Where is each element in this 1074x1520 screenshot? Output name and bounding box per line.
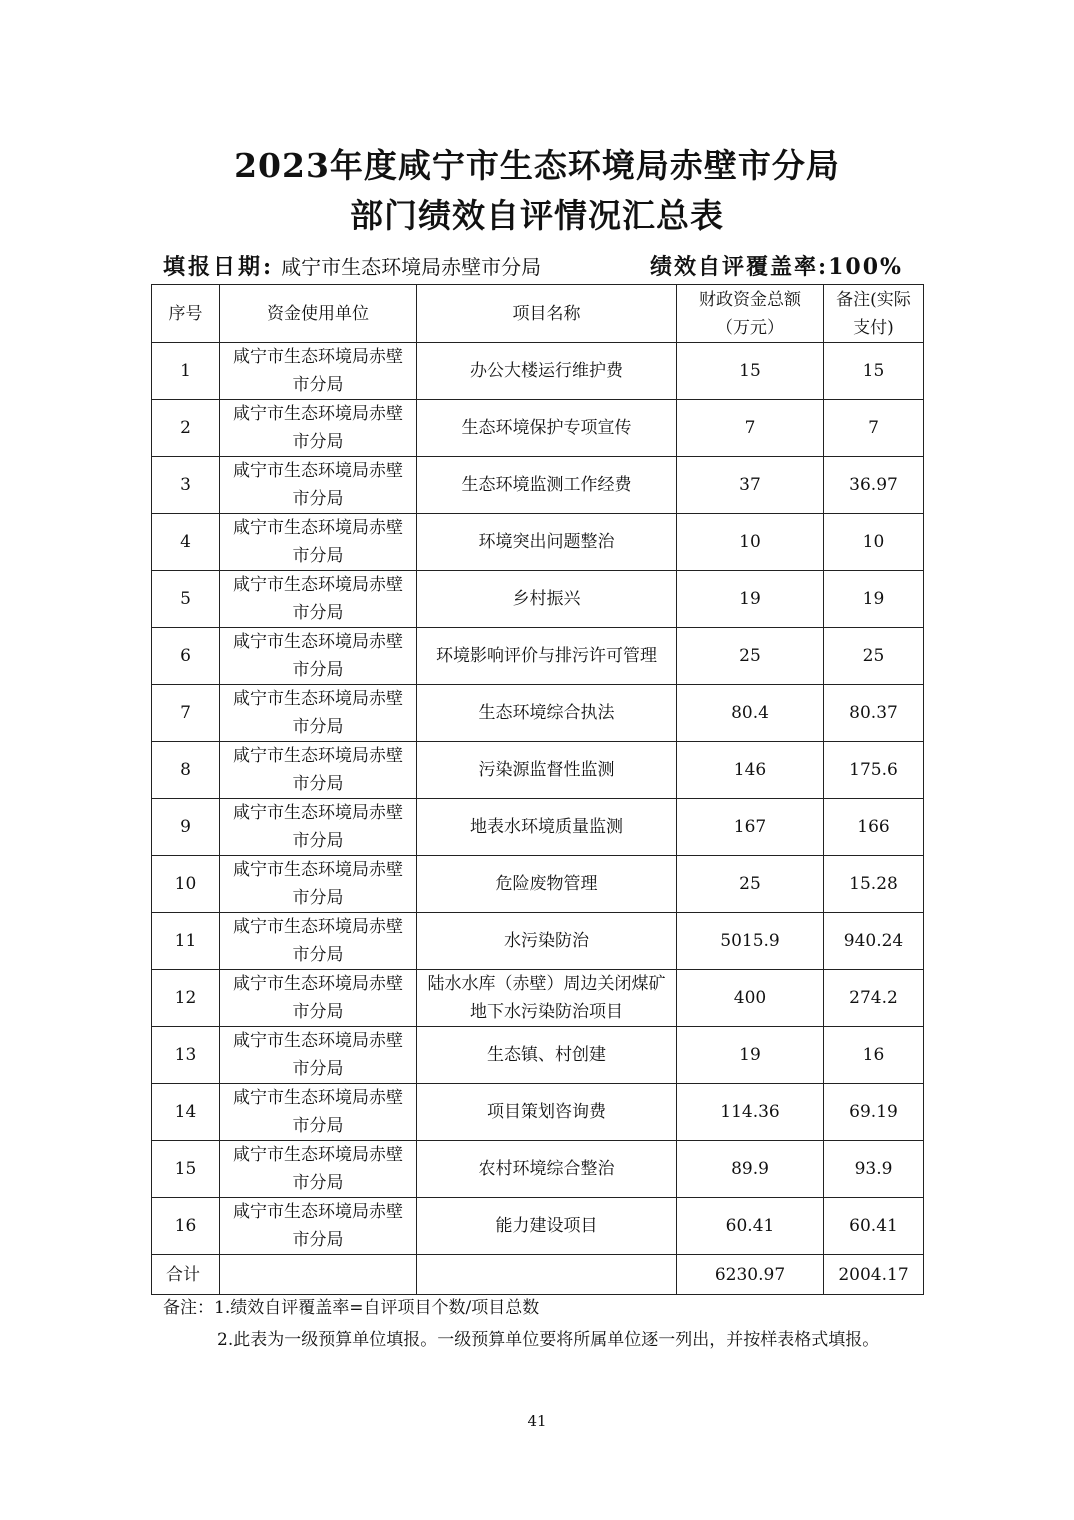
header-paid: 备注(实际支付) (824, 285, 924, 343)
cell-amount: 15 (677, 343, 824, 400)
note-1: 备注：1.绩效自评覆盖率=自评项目个数/项目总数 (163, 1298, 540, 1318)
cell-no: 10 (152, 856, 220, 913)
cell-project: 环境突出问题整治 (417, 514, 677, 571)
table-row (152, 742, 924, 799)
performance-summary-table (151, 284, 924, 1295)
table-row (152, 571, 924, 628)
cell-unit: 咸宁市生态环境局赤壁市分局 (220, 1084, 417, 1141)
cell-unit: 咸宁市生态环境局赤壁市分局 (220, 970, 417, 1027)
cell-project: 农村环境综合整治 (417, 1141, 677, 1198)
cell-no: 7 (152, 685, 220, 742)
cell-amount: 25 (677, 856, 824, 913)
table-row (152, 856, 924, 913)
cell-paid: 7 (824, 400, 924, 457)
cell-amount: 80.4 (677, 685, 824, 742)
cell-paid: 36.97 (824, 457, 924, 514)
page-number: 41 (527, 1412, 547, 1430)
table-row (152, 799, 924, 856)
cell-unit: 咸宁市生态环境局赤壁市分局 (220, 400, 417, 457)
notes (163, 1292, 923, 1356)
document-title-line2: 部门绩效自评情况汇总表 (350, 196, 724, 235)
cell-unit: 咸宁市生态环境局赤壁市分局 (220, 913, 417, 970)
cell-unit: 咸宁市生态环境局赤壁市分局 (220, 856, 417, 913)
table-row (152, 970, 924, 1027)
cell-no: 2 (152, 400, 220, 457)
cell-no: 4 (152, 514, 220, 571)
cell-no: 16 (152, 1198, 220, 1255)
cell-no: 14 (152, 1084, 220, 1141)
cell-amount: 5015.9 (677, 913, 824, 970)
table-row (152, 1084, 924, 1141)
cell-unit: 咸宁市生态环境局赤壁市分局 (220, 799, 417, 856)
table-header-row (152, 285, 924, 343)
cell-unit: 咸宁市生态环境局赤壁市分局 (220, 1027, 417, 1084)
cell-paid: 15.28 (824, 856, 924, 913)
cell-paid: 940.24 (824, 913, 924, 970)
table-row (152, 1198, 924, 1255)
total-label: 合计 (152, 1255, 220, 1295)
cell-paid: 15 (824, 343, 924, 400)
cell-project: 乡村振兴 (417, 571, 677, 628)
cell-paid: 175.6 (824, 742, 924, 799)
cell-unit: 咸宁市生态环境局赤壁市分局 (220, 1198, 417, 1255)
total-paid: 2004.17 (824, 1255, 924, 1295)
header-project: 项目名称 (417, 285, 677, 343)
cell-no: 8 (152, 742, 220, 799)
cell-paid: 69.19 (824, 1084, 924, 1141)
header-amount: 财政资金总额（万元） (677, 285, 824, 343)
cell-amount: 7 (677, 400, 824, 457)
cell-paid: 93.9 (824, 1141, 924, 1198)
cell-amount: 167 (677, 799, 824, 856)
cell-amount: 10 (677, 514, 824, 571)
document-title-line1: 2023年度咸宁市生态环境局赤壁市分局 (234, 146, 840, 185)
table-row (152, 457, 924, 514)
cell-unit: 咸宁市生态环境局赤壁市分局 (220, 628, 417, 685)
total-project (417, 1255, 677, 1295)
total-amount: 6230.97 (677, 1255, 824, 1295)
cell-amount: 19 (677, 1027, 824, 1084)
cell-paid: 60.41 (824, 1198, 924, 1255)
table-row (152, 343, 924, 400)
cell-project: 陆水水库（赤壁）周边关闭煤矿地下水污染防治项目 (417, 970, 677, 1027)
table-row (152, 1027, 924, 1084)
cell-unit: 咸宁市生态环境局赤壁市分局 (220, 343, 417, 400)
cell-paid: 166 (824, 799, 924, 856)
cell-paid: 80.37 (824, 685, 924, 742)
cell-amount: 37 (677, 457, 824, 514)
cell-unit: 咸宁市生态环境局赤壁市分局 (220, 685, 417, 742)
cell-unit: 咸宁市生态环境局赤壁市分局 (220, 457, 417, 514)
coverage-rate: 绩效自评覆盖率:100% (650, 254, 903, 280)
header-unit: 资金使用单位 (220, 285, 417, 343)
cell-no: 13 (152, 1027, 220, 1084)
cell-no: 15 (152, 1141, 220, 1198)
cell-project: 生态镇、村创建 (417, 1027, 677, 1084)
cell-no: 9 (152, 799, 220, 856)
total-row (152, 1255, 924, 1295)
fill-date-label: 填报日期: (163, 254, 275, 280)
cell-paid: 19 (824, 571, 924, 628)
cell-paid: 10 (824, 514, 924, 571)
cell-project: 地表水环境质量监测 (417, 799, 677, 856)
fill-date (163, 250, 541, 281)
cell-amount: 400 (677, 970, 824, 1027)
header-no: 序号 (152, 285, 220, 343)
cell-project: 水污染防治 (417, 913, 677, 970)
cell-amount: 146 (677, 742, 824, 799)
total-unit (220, 1255, 417, 1295)
cell-no: 6 (152, 628, 220, 685)
cell-project: 污染源监督性监测 (417, 742, 677, 799)
table-row (152, 913, 924, 970)
cell-project: 生态环境监测工作经费 (417, 457, 677, 514)
table-row (152, 514, 924, 571)
table-row (152, 628, 924, 685)
cell-no: 1 (152, 343, 220, 400)
cell-no: 5 (152, 571, 220, 628)
note-2: 2.此表为一级预算单位填报。一级预算单位要将所属单位逐一列出，并按样表格式填报。 (217, 1330, 880, 1350)
cell-unit: 咸宁市生态环境局赤壁市分局 (220, 571, 417, 628)
cell-no: 11 (152, 913, 220, 970)
cell-paid: 16 (824, 1027, 924, 1084)
cell-project: 生态环境综合执法 (417, 685, 677, 742)
cell-amount: 25 (677, 628, 824, 685)
cell-no: 12 (152, 970, 220, 1027)
cell-project: 办公大楼运行维护费 (417, 343, 677, 400)
cell-amount: 60.41 (677, 1198, 824, 1255)
table-row (152, 400, 924, 457)
cell-unit: 咸宁市生态环境局赤壁市分局 (220, 1141, 417, 1198)
cell-unit: 咸宁市生态环境局赤壁市分局 (220, 514, 417, 571)
cell-paid: 274.2 (824, 970, 924, 1027)
table-row (152, 1141, 924, 1198)
cell-no: 3 (152, 457, 220, 514)
cell-project: 环境影响评价与排污许可管理 (417, 628, 677, 685)
table-row (152, 685, 924, 742)
cell-project: 能力建设项目 (417, 1198, 677, 1255)
cell-project: 生态环境保护专项宣传 (417, 400, 677, 457)
cell-amount: 114.36 (677, 1084, 824, 1141)
cell-amount: 89.9 (677, 1141, 824, 1198)
cell-project: 危险废物管理 (417, 856, 677, 913)
cell-paid: 25 (824, 628, 924, 685)
cell-amount: 19 (677, 571, 824, 628)
cell-project: 项目策划咨询费 (417, 1084, 677, 1141)
fill-date-value: 咸宁市生态环境局赤壁市分局 (281, 255, 542, 279)
cell-unit: 咸宁市生态环境局赤壁市分局 (220, 742, 417, 799)
